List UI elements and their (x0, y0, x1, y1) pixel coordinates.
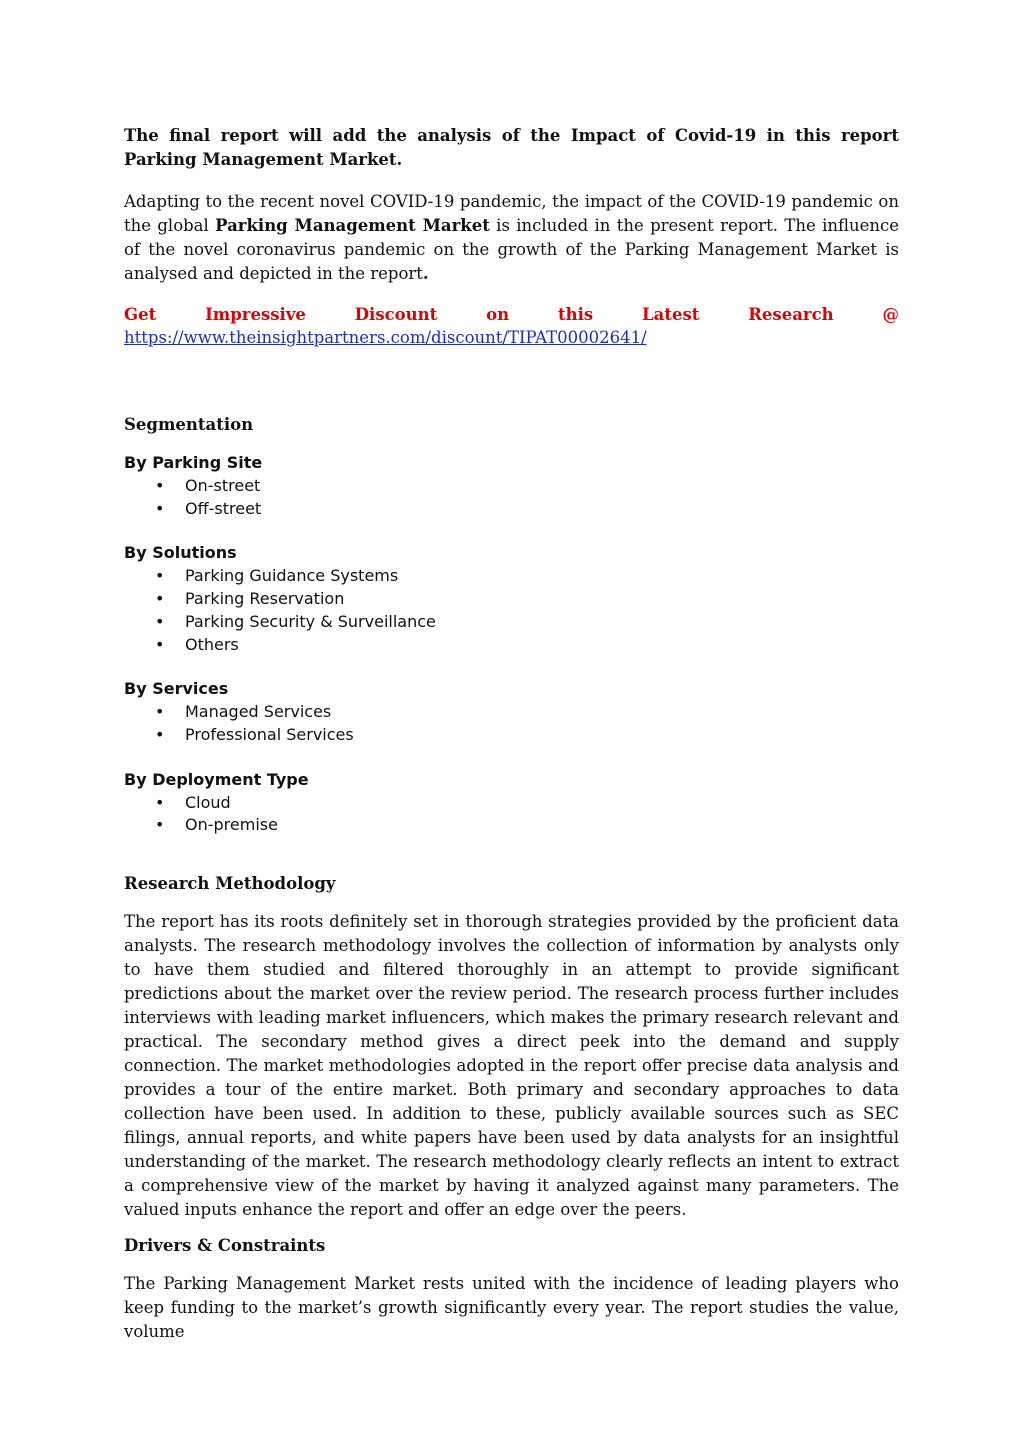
bullet: • (155, 475, 165, 495)
cta-word: Latest (642, 305, 700, 324)
segmentation-groups (124, 452, 899, 837)
document-content (124, 124, 899, 1344)
cta-word: Impressive (205, 305, 306, 324)
segment-list (124, 792, 899, 838)
bullet: • (155, 611, 165, 631)
list-item-label: Off-street (185, 498, 262, 518)
cta-word: this (558, 305, 594, 324)
list-item-label: Parking Security & Surveillance (185, 611, 436, 631)
list-item (155, 475, 899, 498)
list-item (155, 634, 899, 657)
segment-group-title: By Deployment Type (124, 769, 309, 789)
bullet: • (155, 634, 165, 654)
segment-group (124, 542, 899, 656)
segment-group-title: By Parking Site (124, 453, 263, 472)
intro-body-pre: Adapting to the recent novel COVID-19 pandemic, the impact of the COVID-19 pandemic on the global (124, 192, 899, 235)
research-methodology-title: Research Methodology (124, 874, 336, 894)
cta-word: Discount (354, 305, 438, 324)
segment-group (124, 452, 899, 520)
bullet: • (155, 588, 165, 608)
segment-list (124, 701, 899, 747)
bullet: • (155, 724, 165, 744)
list-item (155, 701, 899, 724)
list-item-label: On-premise (185, 815, 278, 835)
intro-body-end: . (422, 264, 429, 283)
list-item (155, 611, 899, 634)
list-item-label: Cloud (185, 792, 231, 812)
list-item-label: Parking Reservation (185, 588, 345, 608)
list-item-label: Professional Services (185, 724, 354, 744)
list-item (155, 565, 899, 588)
list-item (155, 724, 899, 747)
intro-body-bold: Parking Management Market (215, 216, 490, 235)
bullet: • (155, 702, 165, 722)
segment-group (124, 769, 899, 837)
list-item (155, 588, 899, 611)
segmentation-title: Segmentation (124, 415, 254, 434)
list-item-label: Others (185, 634, 239, 654)
drivers-constraints-title: Drivers & Constraints (124, 1236, 326, 1256)
cta-word: Research (748, 305, 834, 324)
list-item-label: Parking Guidance Systems (185, 566, 399, 586)
cta-word: @ (882, 305, 899, 324)
intro-body-post: is included in the present report. The influence of the novel coronavirus pandemic on the growth of the Parking Management Market is analysed and depicted in the report (124, 216, 900, 283)
list-item (155, 814, 899, 837)
list-item (155, 792, 899, 815)
bullet: • (155, 566, 165, 586)
segment-group (124, 678, 899, 746)
intro-title: The final report will add the analysis of the Impact of Covid-19 in this report Parking Management Market. (124, 126, 899, 169)
bullet: • (155, 792, 165, 812)
segment-list (124, 565, 899, 656)
segment-list (124, 475, 899, 521)
cta-word: Get (124, 305, 157, 324)
bullet: • (155, 815, 165, 835)
bullet: • (155, 498, 165, 518)
segment-group-title: By Services (124, 679, 229, 699)
research-methodology-body: The report has its roots definitely set in thorough strategies provided by the proficient data analysts. The research methodology involves the collection of information by analysts only to have them studied and filtered thoroughly in an attempt to provide significant predictions about the market over the review period. The research process further includes interviews with leading market influencers, which makes the primary research relevant and practical. The secondary method gives a direct peek into the demand and supply connection. The market methodologies adopted in the report offer precise data analysis and provides a tour of the entire market. Both primary and secondary approaches to data collection have been used. In addition to these, publicly available sources such as SEC filings, annual reports, and white papers have been used by data analysts for an insightful understanding of the market. The research methodology clearly reflects an intent to extract a comprehensive view of the market by having it analyzed against many parameters. The valued inputs enhance the report and offer an edge over the peers. (124, 912, 899, 1220)
cta-word: on (486, 305, 510, 324)
intro-body (124, 190, 899, 286)
discount-link-row (124, 327, 899, 349)
list-item (155, 498, 899, 521)
discount-cta (124, 303, 899, 327)
segment-group-title: By Solutions (124, 543, 237, 563)
list-item-label: On-street (185, 475, 261, 495)
drivers-constraints-body: The Parking Management Market rests united with the incidence of leading players who keep funding to the market’s growth significantly every year. The report studies the value, volume (124, 1274, 899, 1342)
discount-link[interactable]: https://www.theinsightpartners.com/discount/TIPAT00002641/ (124, 328, 647, 347)
list-item-label: Managed Services (185, 702, 332, 722)
